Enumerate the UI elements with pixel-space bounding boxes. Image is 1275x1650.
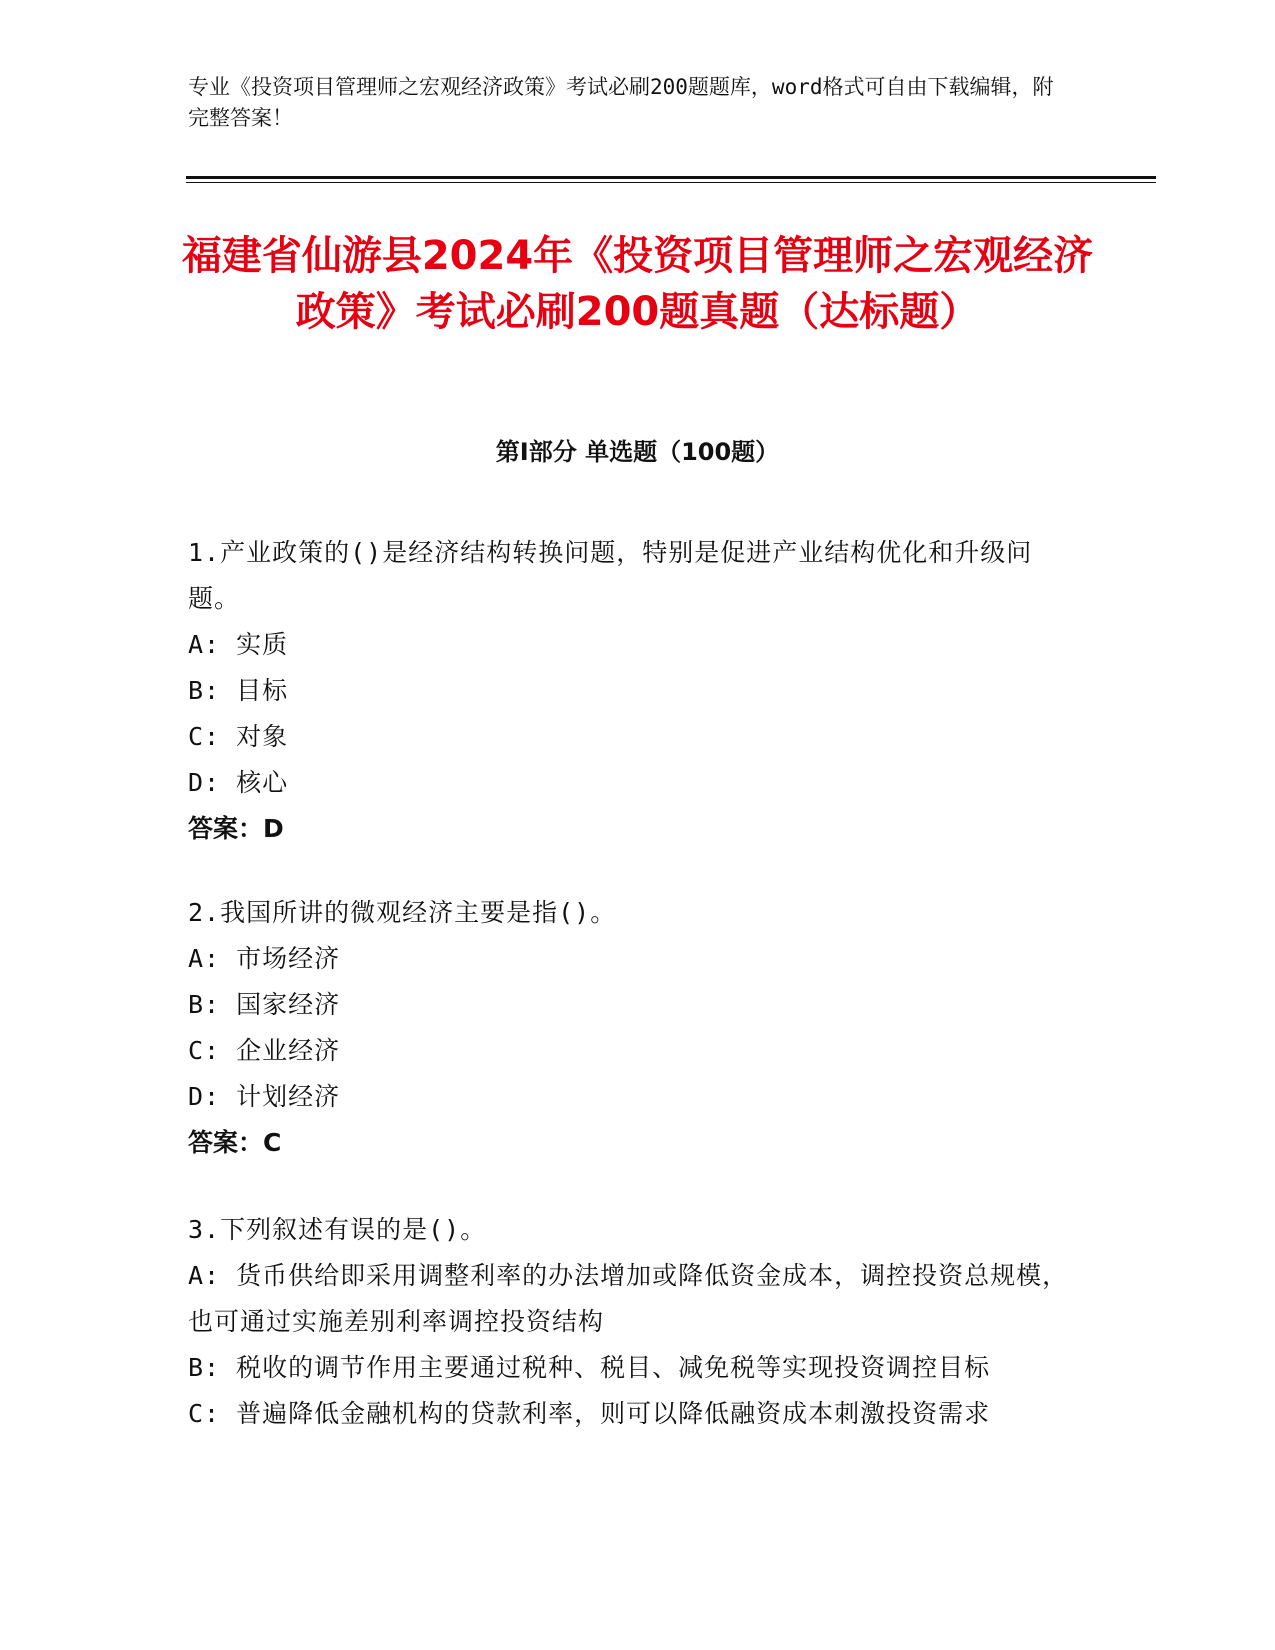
option-b: B: 国家经济 bbox=[188, 990, 341, 1019]
question-2 bbox=[188, 890, 1078, 1166]
option-c: C: 普遍降低金融机构的贷款利率，则可以降低融资成本刺激投资需求 bbox=[188, 1399, 991, 1428]
question-1 bbox=[188, 530, 1078, 852]
option-c: C: 对象 bbox=[188, 722, 289, 751]
option-d: D: 核心 bbox=[188, 768, 289, 797]
option-d: D: 计划经济 bbox=[188, 1082, 341, 1111]
answer: 答案：C bbox=[188, 1128, 282, 1157]
header-divider-thick bbox=[186, 176, 1156, 179]
option-b: B: 目标 bbox=[188, 676, 289, 705]
header-divider-thin bbox=[186, 182, 1156, 183]
question-stem: 2.我国所讲的微观经济主要是指()。 bbox=[188, 898, 617, 927]
option-b: B: 税收的调节作用主要通过税种、税目、减免税等实现投资调控目标 bbox=[188, 1353, 991, 1382]
answer: 答案：D bbox=[188, 814, 284, 843]
option-a: A: 实质 bbox=[188, 630, 289, 659]
question-stem: 3.下列叙述有误的是()。 bbox=[188, 1215, 487, 1244]
option-c: C: 企业经济 bbox=[188, 1036, 341, 1065]
option-a: A: 货币供给即采用调整利率的办法增加或降低资金成本，调控投资总规模，也可通过实施差别利率调控投资结构 bbox=[188, 1261, 1069, 1336]
document-title: 福建省仙游县2024年《投资项目管理师之宏观经济政策》考试必刷200题真题（达标题） bbox=[181, 233, 1094, 335]
option-a: A: 市场经济 bbox=[188, 944, 341, 973]
question-stem: 1.产业政策的()是经济结构转换问题，特别是促进产业结构优化和升级问题。 bbox=[188, 538, 1033, 613]
section-title: 第I部分 单选题（100题） bbox=[495, 438, 780, 466]
question-3 bbox=[188, 1207, 1078, 1437]
header-note: 专业《投资项目管理师之宏观经济政策》考试必刷200题题库，word格式可自由下载编辑，附完整答案！ bbox=[188, 75, 1054, 130]
